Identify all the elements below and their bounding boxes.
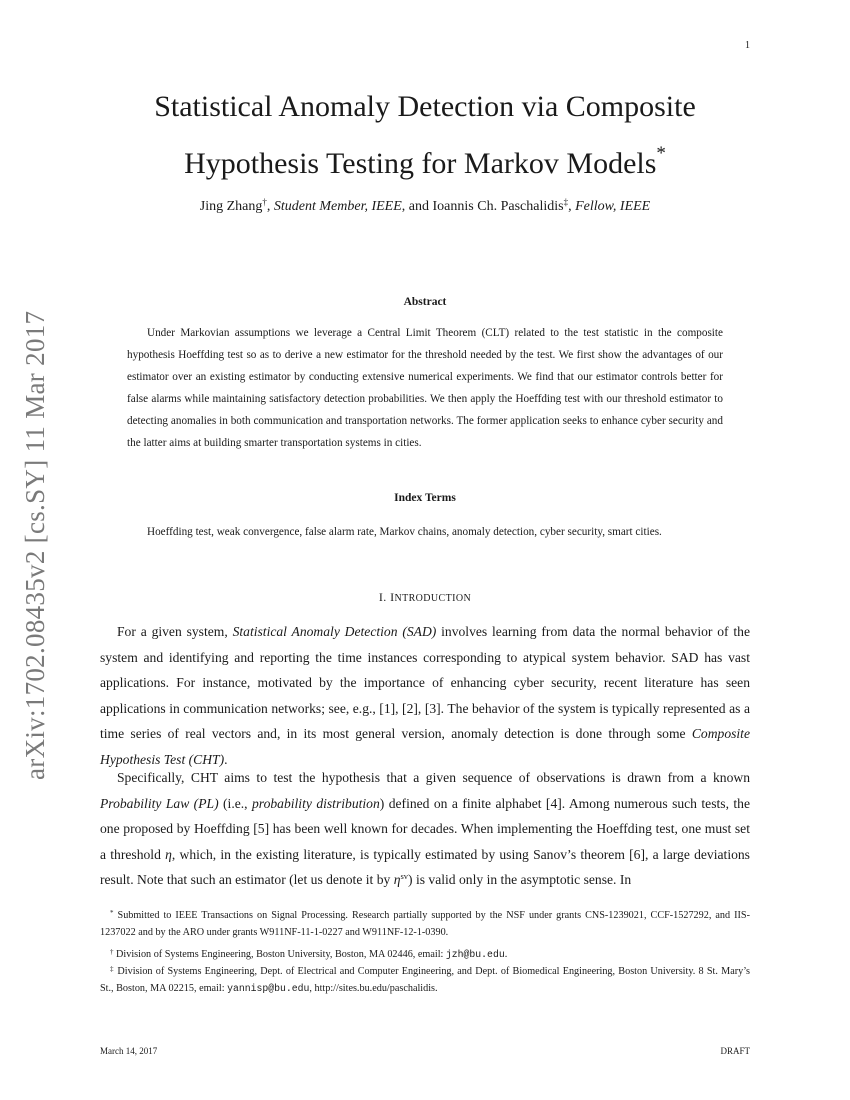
footer-draft-label: DRAFT bbox=[720, 1046, 750, 1056]
title-footnote-mark: * bbox=[656, 143, 666, 164]
arxiv-stamp: arXiv:1702.08435v2 [cs.SY] 11 Mar 2017 bbox=[20, 310, 50, 780]
para2-term-pd: probability distribution bbox=[251, 795, 380, 811]
footnote-3-text: Division of Systems Engineering, Dept. of Electrical and Computer Engineering, and Dept. of Biomedical Engineering, Boston University. 8 St. Mary’s St., Boston, MA 02215, email: bbox=[100, 966, 750, 994]
footnote-3-email[interactable]: yannisp@bu.edu bbox=[227, 983, 310, 994]
footnote-2-end: . bbox=[504, 949, 508, 960]
author-2-mark: ‡ bbox=[563, 197, 569, 207]
para1-term-sad: Statistical Anomaly Detection (SAD) bbox=[232, 624, 437, 639]
footnote-1-text: Submitted to IEEE Transactions on Signal Processing. Research partially supported by the NSF under grants CNS-1239021, CCF-1527292, and IIS-1237022 and by the ARO under grants W911NF-11-1-0227 and W911NF-12-1-0390. bbox=[100, 910, 750, 938]
intro-paragraph-2 bbox=[100, 765, 750, 893]
para2-text-c: ) defined on a finite alphabet [4]. Among numerous such tests, the one proposed by Hoeffding [5] has been well known for decades. When implementing the Hoeffding test, one must set a threshold bbox=[100, 795, 750, 862]
section-heading bbox=[90, 590, 760, 605]
author-1-role: Student Member, IEEE bbox=[273, 199, 402, 214]
footnote-3-mark: ‡ bbox=[110, 965, 115, 973]
footnote-2 bbox=[100, 946, 750, 963]
para1-text-a: For a given system, bbox=[117, 624, 233, 639]
footnote-2-mark: † bbox=[110, 948, 114, 956]
title-line-1: Statistical Anomaly Detection via Composite bbox=[154, 90, 696, 123]
author-line: Jing Zhang†, Student Member, IEEE, and Ioannis Ch. Paschalidis‡, Fellow, IEEE bbox=[199, 197, 651, 214]
footnote-3 bbox=[100, 963, 750, 997]
author-2: Ioannis Ch. Paschalidis bbox=[432, 199, 564, 214]
section-rest: NTRODUCTION bbox=[394, 593, 472, 604]
author-1: Jing Zhang bbox=[199, 199, 263, 214]
section-numeral: I. bbox=[378, 590, 387, 604]
index-terms-heading: Index Terms bbox=[394, 492, 456, 504]
para1-term-cht: Composite Hypothesis Test (CHT) bbox=[100, 726, 750, 767]
abstract-text: Under Markovian assumptions we leverage a Central Limit Theorem (CLT) related to the test statistic in the composite hypothesis Hoeffding test so as to derive a new estimator for the threshold needed by the test. We first show the advantages of our estimator over an existing estimator by conducting extensive numerical experiments. We find that our estimator controls better for false alarms while maintaining satisfactory detection probabilities. We then apply the Hoeffding test with our threshold estimator to detecting anomalies in both communication and transportation networks. The former application seeks to enhance cyber security and the latter aims at building smarter transportation systems in cities. bbox=[127, 327, 723, 449]
para2-symbol-eta: η bbox=[165, 846, 172, 862]
footnote-1 bbox=[100, 907, 750, 941]
para2-term-pl: Probability Law (PL) bbox=[100, 795, 219, 811]
title-line-2 bbox=[90, 135, 760, 192]
page-number: 1 bbox=[745, 40, 750, 51]
footnote-3-end: , http://sites.bu.edu/paschalidis. bbox=[309, 983, 438, 994]
footnote-1-mark: * bbox=[110, 909, 114, 917]
para2-text-a: Specifically, CHT aims to test the hypothesis that a given sequence of observations is drawn from a known bbox=[117, 770, 750, 785]
paper-title bbox=[90, 78, 760, 192]
section-initial: I bbox=[390, 590, 395, 604]
index-terms-text: Hoeffding test, weak convergence, false alarm rate, Markov chains, anomaly detection, cyber security, smart cities. bbox=[147, 526, 662, 538]
para2-text-d: , which, in the existing literature, is typically estimated by using Sanov’s theorem [6], a large deviations result. Note that such an estimator (let us denote it by bbox=[100, 846, 750, 887]
footer-date: March 14, 2017 bbox=[100, 1046, 158, 1056]
author-2-role: Fellow, IEEE bbox=[575, 199, 651, 214]
abstract-heading: Abstract bbox=[403, 296, 447, 308]
author-conjunction: , and bbox=[401, 199, 433, 214]
intro-paragraph-1 bbox=[100, 619, 750, 772]
title-line-2-text: Hypothesis Testing for Markov Models bbox=[184, 147, 657, 180]
author-1-mark: † bbox=[262, 197, 267, 207]
para1-text-b: involves learning from data the normal behavior of the system and identifying and reporting the time instances corresponding to atypical system behavior. SAD has vast applications. For instance, motivated by the importance of enhancing cyber security, recent literature has seen applications in communication networks; see, e.g., [1], [2], [3]. The behavior of the system is typically represented as a time series of real vectors and, in its most general version, anomaly detection is done through some bbox=[100, 624, 750, 741]
para2-superscript-sv: sv bbox=[400, 871, 409, 881]
para1-text-c: . bbox=[224, 751, 228, 767]
footnote-2-email[interactable]: jzh@bu.edu bbox=[445, 949, 505, 960]
footnote-2-text: Division of Systems Engineering, Boston University, Boston, MA 02446, email: bbox=[113, 949, 446, 960]
para2-text-b: (i.e., bbox=[218, 795, 252, 811]
para2-text-e: ) is valid only in the asymptotic sense. In bbox=[408, 872, 632, 887]
para2-symbol-eta-sv: η bbox=[393, 872, 401, 887]
